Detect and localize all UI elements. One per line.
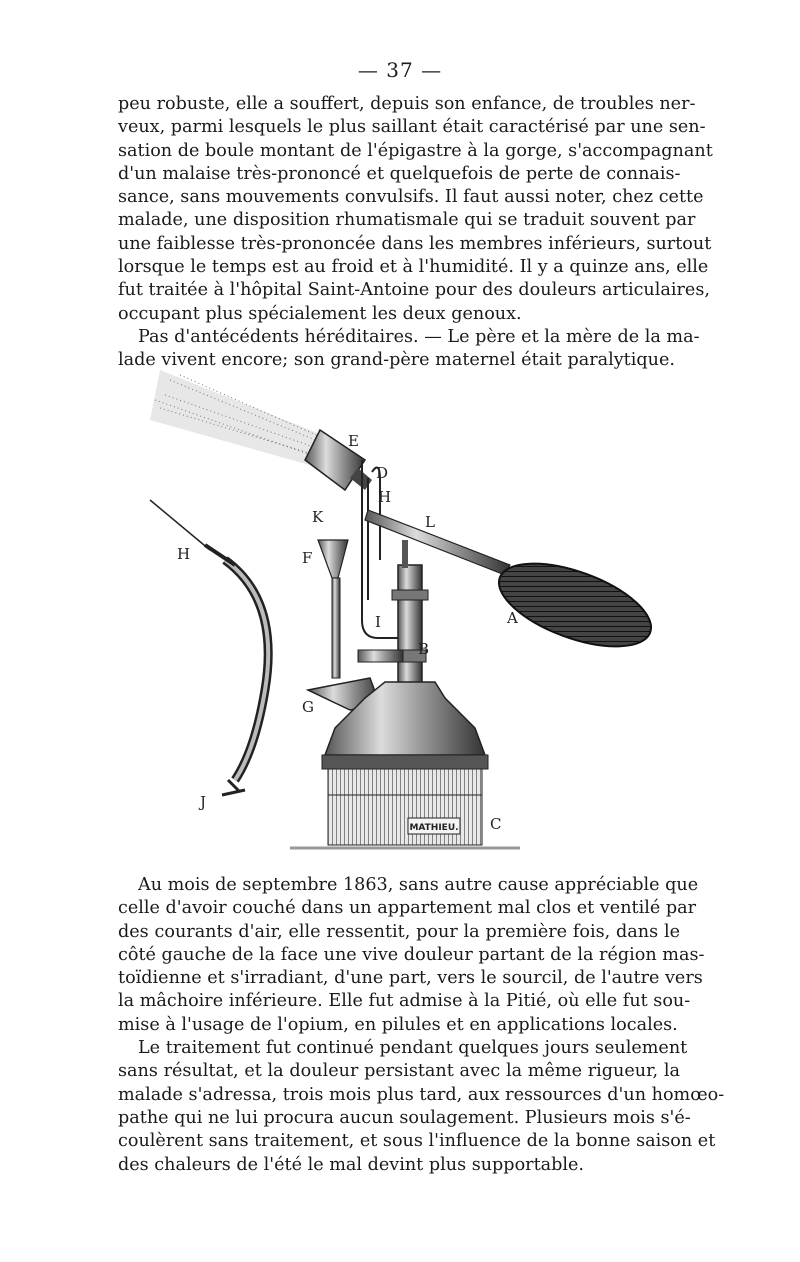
label-d: D bbox=[376, 464, 389, 482]
text-line: lade vivent encore; son grand-père maternel était paralytique. bbox=[118, 350, 675, 371]
spray-mist bbox=[150, 370, 335, 468]
maker-plate-text: MATHIEU. bbox=[409, 823, 459, 833]
label-i: I bbox=[375, 613, 381, 631]
lever-arm bbox=[365, 510, 510, 575]
label-f: F bbox=[302, 549, 313, 567]
label-j: J bbox=[200, 793, 207, 811]
flexible-hose bbox=[150, 500, 268, 795]
text-line: d'un malaise très-prononcé et quelquefois de perte de connais- bbox=[118, 163, 681, 184]
text-line: la mâchoire inférieure. Elle fut admise à la Pitié, où elle fut sou- bbox=[118, 991, 691, 1012]
frame-rods bbox=[362, 460, 402, 638]
funnel bbox=[318, 540, 348, 678]
atomizer-engraving bbox=[140, 360, 680, 865]
label-h-top: H bbox=[378, 488, 392, 506]
text-line: malade s'adressa, trois mois plus tard, aux ressources d'un homœo- bbox=[118, 1084, 725, 1105]
text-line: celle d'avoir couché dans un appartement mal clos et ventilé par bbox=[118, 898, 697, 919]
label-g: G bbox=[302, 698, 314, 716]
text-line: veux, parmi lesquels le plus saillant était caractérisé par une sen- bbox=[118, 117, 706, 138]
reservoir bbox=[290, 682, 520, 848]
label-b: B bbox=[418, 640, 430, 658]
text-line: Au mois de septembre 1863, sans autre cause appréciable que bbox=[138, 875, 699, 895]
text-line: sans résultat, et la douleur persistant avec la même rigueur, la bbox=[118, 1061, 680, 1082]
text-line: pathe qui ne lui procura aucun soulagement. Plusieurs mois s'é- bbox=[118, 1107, 691, 1128]
text-line: une faiblesse très-prononcée dans les membres inférieurs, surtout bbox=[118, 233, 712, 254]
paragraph-top bbox=[118, 93, 713, 373]
connector-tube bbox=[358, 650, 403, 662]
page-number: — 37 — bbox=[357, 58, 443, 82]
label-l: L bbox=[425, 513, 435, 531]
label-h-left: H bbox=[177, 545, 191, 563]
rubber-bulb bbox=[489, 547, 662, 664]
label-k: K bbox=[312, 508, 324, 526]
text-line: occupant plus spécialement les deux genoux. bbox=[118, 303, 522, 324]
label-c: C bbox=[490, 815, 502, 833]
pump-column bbox=[392, 540, 428, 685]
text-line: des courants d'air, elle ressentit, pour la première fois, dans le bbox=[118, 921, 680, 942]
text-line: Pas d'antécédents héréditaires. — Le père et la mère de la ma- bbox=[138, 326, 700, 347]
text-line: fut traitée à l'hôpital Saint-Antoine pour des douleurs articulaires, bbox=[118, 280, 710, 301]
atomizer-illustration bbox=[140, 360, 680, 865]
text-line: mise à l'usage de l'opium, en pilules et en applications locales. bbox=[118, 1014, 678, 1035]
text-line: des chaleurs de l'été le mal devint plus supportable. bbox=[118, 1154, 585, 1175]
text-line: Le traitement fut continué pendant quelques jours seulement bbox=[138, 1038, 688, 1059]
label-e: E bbox=[348, 432, 359, 450]
text-line: toïdienne et s'irradiant, d'une part, vers le sourcil, de l'autre vers bbox=[118, 968, 703, 989]
text-line: malade, une disposition rhumatismale qui se traduit souvent par bbox=[118, 210, 696, 231]
text-line: coulèrent sans traitement, et sous l'influence de la bonne saison et bbox=[118, 1131, 716, 1152]
paragraph-bottom bbox=[118, 874, 725, 1177]
text-line: peu robuste, elle a souffert, depuis son enfance, de troubles ner- bbox=[118, 94, 696, 114]
text-line: sation de boule montant de l'épigastre à la gorge, s'accompagnant bbox=[118, 140, 713, 161]
text-line: côté gauche de la face une vive douleur partant de la région mas- bbox=[118, 944, 705, 965]
text-line: lorsque le temps est au froid et à l'humidité. Il y a quinze ans, elle bbox=[118, 257, 709, 278]
label-a: A bbox=[507, 609, 518, 627]
text-line: sance, sans mouvements convulsifs. Il faut aussi noter, chez cette bbox=[118, 187, 704, 208]
